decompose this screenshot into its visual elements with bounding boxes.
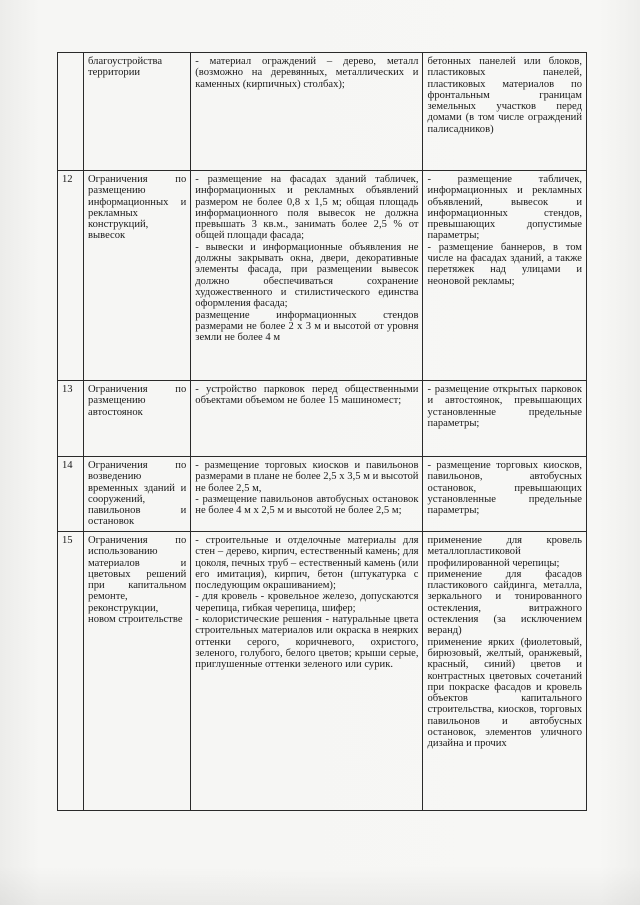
table-row [58, 457, 587, 532]
forbidden-text: - размещение открытых парковок и автостоянок, превышающих установленные предельные параметры; [427, 384, 582, 429]
restriction-name [84, 171, 191, 381]
table-row [58, 53, 587, 171]
forbidden-text: бетонных панелей или блоков, пластиковых панелей, пластиковых материалов по фронтальным границам земельных участков перед домами (в том числе ограждений палисадников) [427, 56, 582, 135]
row-number: 12 [58, 171, 84, 381]
restriction-name [84, 381, 191, 457]
forbidden-text: - размещение табличек, информационных и рекламных объявлений, вывесок и информационных стендов, превышающих допустимые параметры; - размещение баннеров, в том числе на фасадах зданий, а также перетяжек над улицами и неоновой рекламы; [427, 174, 582, 287]
restriction-name-text: благоустройства территории [88, 56, 163, 79]
page-bottom-shade [0, 866, 640, 905]
allowed-text: - размещение на фасадах зданий табличек, информационных и рекламных объявлений размером не более 0,8 х 1,5 м; общая площадь информационного поля вывесок не должна превышать 3 кв.м., занимать более 2,5 % от общей площади фасада; - вывески и информационные объявления не должны закрывать окна, двери, декоративные элементы фасада, при размещении вывесок должно обеспечиваться сохранение художественного и стилистического единства оформления фасада; размещение информационных стендов размерами не более 2 х 3 м и высотой от уровня земли не более 4 м [195, 174, 419, 344]
table-row [58, 171, 587, 381]
restriction-name [84, 457, 191, 532]
forbidden-cell [423, 171, 587, 381]
allowed-text: - строительные и отделочные материалы для стен – дерево, кирпич, естественный камень; для цоколя, печных труб – естественный камень (или его имитация), кирпич, бетон (штукатурка с последующим окрашиванием); - для кровель - кровельное железо, допускаются черепица, гибкая черепица, шифер; - колористические решения - натуральные цвета строительных материалов или окраска в неярких оттенки серого, коричневого, охристого, зеленого, голубого, белого цветов; крыши серые, приглушенные оттенки зеленого или сурик. [195, 535, 419, 671]
restriction-name-text: Ограничения по использованию материалов и цветовых решений при капитальном ремонте, реконструкции, новом строительстве [88, 535, 187, 626]
forbidden-cell [423, 53, 587, 171]
restriction-name [84, 53, 191, 171]
allowed-cell [191, 53, 423, 171]
allowed-text: - размещение торговых киосков и павильонов размерами в плане не более 2,5 х 3,5 м и высотой не более 2,5 м, - размещение павильонов автобусных остановок не более 4 м х 2,5 м и высотой не более 2,5 м; [195, 460, 419, 517]
restriction-name-text: Ограничения по возведению временных зданий и сооружений, павильонов и остановок [88, 460, 187, 528]
allowed-cell [191, 171, 423, 381]
row-number: 13 [58, 381, 84, 457]
restriction-name-text: Ограничения по размещению информационных и рекламных конструкций, вывесок [88, 174, 187, 242]
row-number [58, 53, 84, 171]
row-number: 14 [58, 457, 84, 532]
forbidden-cell [423, 532, 587, 811]
table-row [58, 381, 587, 457]
allowed-cell [191, 381, 423, 457]
restriction-name [84, 532, 191, 811]
allowed-cell [191, 532, 423, 811]
restriction-name-text: Ограничения по размещению автостоянок [88, 384, 187, 418]
forbidden-text: применение для кровель металлопластиковой профилированной черепицы; применение для фасадов пластикового сайдинга, металла, зеркального и тонированного остекления, витражного остекления (за исключением веранд) применение ярких (фиолетовый, бирюзовый, желтый, оранжевый, красный, синий) цветов и контрастных цветовых сочетаний при покраске фасадов и кровель объектов капитального строительства, киосков, торговых павильонов и автобусных остановок, элементов уличного дизайна и прочих [427, 535, 582, 750]
row-number: 15 [58, 532, 84, 811]
allowed-text: - устройство парковок перед общественными объектами объемом не более 15 машиномест; [195, 384, 419, 407]
table-row [58, 532, 587, 811]
forbidden-text: - размещение торговых киосков, павильонов, автобусных остановок, превышающих установленные предельные параметры; [427, 460, 582, 517]
forbidden-cell [423, 381, 587, 457]
allowed-cell [191, 457, 423, 532]
allowed-text: - материал ограждений – дерево, металл (возможно на деревянных, металлических и каменных (кирпичных) столбах); [195, 56, 419, 90]
regulations-table [57, 52, 587, 811]
forbidden-cell [423, 457, 587, 532]
